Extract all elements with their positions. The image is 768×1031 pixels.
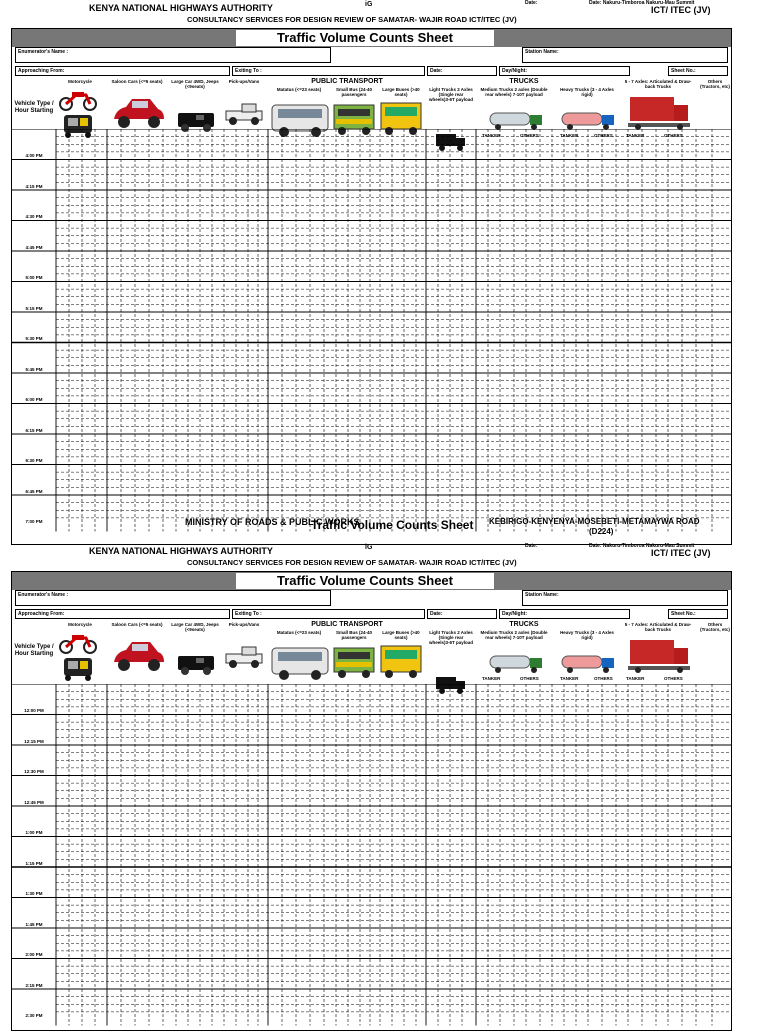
large-bus-icon: [379, 642, 423, 680]
articulated-truck-icon: [628, 636, 690, 674]
col-pickups-2: Pick-ups/Vans: [228, 622, 260, 627]
sheet-no-field[interactable]: Sheet No.:: [668, 66, 728, 76]
sheet-title-2: Traffic Volume Counts Sheet: [236, 573, 494, 589]
col-motorcycle-2: Motorcycle: [68, 622, 92, 627]
time-label: 7:00 PM: [25, 519, 43, 524]
count-grid-2: [12, 684, 731, 1026]
col-others: Others (Tractors, etc): [700, 79, 730, 89]
col-medium-trucks-2: Medium Trucks 2 axles (Double rear wheels) 7-10T payload: [480, 630, 548, 640]
jv-name-2: ICT/ ITEC (JV): [651, 548, 711, 558]
consultancy-title-2: CONSULTANCY SERVICES FOR DESIGN REVIEW OF SAMATAR- WAJIR ROAD ICT/ITEC (JV): [187, 558, 517, 567]
col-light-trucks: Light Trucks 2 Axles (Single rear wheels)3-6T payload: [428, 87, 473, 102]
exiting-to-field[interactable]: Exiting To :: [232, 66, 425, 76]
time-label: 2:15 PM: [25, 982, 43, 988]
heavy-truck-icon: [560, 109, 616, 131]
sub-tanker-heavy: TANKER: [560, 133, 579, 138]
matatu-icon: [270, 642, 330, 682]
col-others-2: Others (Tractors, etc): [700, 622, 730, 632]
sub-others-heavy-2: OTHERS: [594, 676, 613, 681]
sub-others-heavy: OTHERS: [594, 133, 613, 138]
sub-tanker-artic: TANKER: [626, 133, 645, 138]
col-matatus: Matatus (<=23 seats): [276, 87, 322, 92]
pickup-icon: [224, 101, 264, 127]
sub-tanker-heavy-2: TANKER: [560, 676, 579, 681]
col-matatus-2: Matatus (<=23 seats): [276, 630, 322, 635]
time-label: 6:30 PM: [25, 458, 43, 463]
time-label: 12:30 PM: [24, 769, 44, 774]
day-night-field-2[interactable]: Day/Night:: [499, 609, 630, 619]
time-label: 5:00 PM: [25, 275, 43, 280]
approaching-from-field-2[interactable]: Approaching From:: [15, 609, 230, 619]
sheet-frame-2: [11, 571, 732, 1031]
col-medium-trucks: Medium Trucks 2 axles (Double rear wheels) 7-10T payload: [480, 87, 548, 97]
enumerator-name-field-2[interactable]: Enumerator's Name :: [15, 590, 331, 606]
time-label: 12:45 PM: [24, 799, 44, 805]
pickup-icon: [224, 644, 264, 670]
authority-name: KENYA NATIONAL HIGHWAYS AUTHORITY: [89, 3, 273, 13]
jv-name: ICT/ ITEC (JV): [651, 5, 711, 15]
time-label: 5:45 PM: [25, 366, 43, 372]
overlay-road: KEBIRIGO-KENYENYA-MOSEBETI-METAMAYWA ROAD: [489, 517, 700, 526]
overlay-title: Traffic Volume Counts Sheet: [311, 518, 474, 532]
date-label-top: Date:: [525, 0, 538, 6]
consultant-logo-2: iG: [365, 544, 373, 551]
sheet-no-field-2[interactable]: Sheet No.:: [668, 609, 728, 619]
count-grid: [12, 129, 731, 532]
time-label: 6:45 PM: [25, 488, 43, 494]
col-heavy-trucks-2: Heavy Trucks (3 - 4 Axles rigid): [560, 630, 614, 640]
day-night-field[interactable]: Day/Night:: [499, 66, 630, 76]
sub-tanker-medium: TANKER: [482, 133, 501, 138]
saloon-car-icon: [110, 638, 166, 674]
large-car-icon: [176, 652, 216, 676]
time-label: 5:30 PM: [25, 336, 43, 341]
col-saloon-2: Saloon Cars (<=5 seats): [111, 622, 163, 627]
col-pickups: Pick-ups/Vans: [228, 79, 260, 84]
group-trucks: TRUCKS: [509, 78, 539, 85]
col-small-bus: Small Bus (24-40 passengers: [335, 87, 372, 97]
motorcycle-icon: [58, 630, 98, 654]
time-label: 12:15 PM: [24, 738, 44, 744]
col-articulated: 5 - 7 Axles: Articulated & Draw-back Trucks: [624, 79, 692, 89]
col-large-car-2: Large Car 4WD, Jeeps (<9seats): [171, 622, 219, 632]
date-field[interactable]: Date:: [427, 66, 497, 76]
consultant-logo: iG: [365, 1, 373, 8]
time-label: 1:00 PM: [25, 830, 43, 835]
col-saloon: Saloon Cars (<=5 seats): [111, 79, 163, 84]
station-name-field-2[interactable]: Station Name:: [522, 590, 728, 606]
time-label: 1:15 PM: [25, 860, 43, 866]
heavy-truck-icon: [560, 652, 616, 674]
overlay-ministry: MINISTRY OF ROADS & PUBLIC WORKS: [185, 517, 360, 527]
sub-tanker-artic-2: TANKER: [626, 676, 645, 681]
authority-name-2: KENYA NATIONAL HIGHWAYS AUTHORITY: [89, 546, 273, 556]
exiting-to-field-2[interactable]: Exiting To :: [232, 609, 425, 619]
route-note: Date: Nakuru-Timboroa Nakuru-Mau Summit: [589, 0, 695, 6]
time-label: 1:30 PM: [25, 891, 43, 896]
sub-others-artic: OTHERS: [664, 133, 683, 138]
col-light-trucks-2: Light Trucks 2 Axles (Single rear wheels)3-6T payload: [428, 630, 473, 645]
overlay-road-code: (D224): [589, 527, 614, 536]
time-label: 4:30 PM: [25, 214, 43, 219]
count-sheet-2: [11, 543, 732, 1024]
articulated-truck-icon: [628, 93, 690, 131]
time-label: 6:15 PM: [25, 427, 43, 433]
col-motorcycle: Motorcycle: [68, 79, 92, 84]
medium-truck-icon: [488, 109, 544, 131]
vehicle-type-label: Vehicle Type / Hour Starting: [14, 101, 54, 114]
title-bar: [12, 29, 731, 47]
saloon-car-icon: [110, 95, 166, 131]
group-public-transport: PUBLIC TRANSPORT: [311, 78, 383, 85]
time-label: 2:30 PM: [25, 1013, 43, 1018]
date-field-2[interactable]: Date:: [427, 609, 497, 619]
approaching-from-field[interactable]: Approaching From:: [15, 66, 230, 76]
sub-others-medium: OTHERS: [520, 133, 539, 138]
time-label: 4:00 PM: [25, 153, 43, 158]
sub-others-artic-2: OTHERS: [664, 676, 683, 681]
time-label: 6:00 PM: [25, 397, 43, 402]
date-label-top-2: Date:: [525, 543, 538, 549]
time-label: 4:45 PM: [25, 244, 43, 250]
count-sheet-1: [11, 0, 732, 545]
col-small-bus-2: Small Bus (24-40 passengers: [335, 630, 372, 640]
time-label: 1:45 PM: [25, 921, 43, 927]
time-label: 2:00 PM: [25, 952, 43, 957]
time-label: 5:15 PM: [25, 305, 43, 311]
tuktuk-icon: [60, 656, 96, 682]
vehicle-type-label-2: Vehicle Type / Hour Starting: [14, 644, 54, 657]
station-name-field[interactable]: Station Name:: [522, 47, 728, 63]
enumerator-name-field[interactable]: Enumerator's Name :: [15, 47, 331, 63]
title-bar-2: [12, 572, 731, 590]
sub-others-medium-2: OTHERS: [520, 676, 539, 681]
route-note-2: Date: Nakuru-Timboroa Nakuru-Mau Summit: [589, 543, 695, 549]
group-trucks-2: TRUCKS: [509, 621, 539, 628]
medium-truck-icon: [488, 652, 544, 674]
time-label: 4:15 PM: [25, 183, 43, 189]
sheet-title: Traffic Volume Counts Sheet: [236, 30, 494, 46]
col-articulated-2: 5 - 7 Axles: Articulated & Draw-back Trucks: [624, 622, 692, 632]
col-heavy-trucks: Heavy Trucks (3 - 4 Axles rigid): [560, 87, 614, 97]
sub-tanker-medium-2: TANKER: [482, 676, 501, 681]
sheet-frame: [11, 28, 732, 545]
group-public-transport-2: PUBLIC TRANSPORT: [311, 621, 383, 628]
col-large-buses-2: Large Buses (>40 seats): [382, 630, 420, 640]
col-large-car: Large Car 4WD, Jeeps (<9seats): [171, 79, 219, 89]
consultancy-title: CONSULTANCY SERVICES FOR DESIGN REVIEW OF SAMATAR- WAJIR ROAD ICT/ITEC (JV): [187, 15, 517, 24]
small-bus-icon: [332, 644, 376, 680]
col-large-buses: Large Buses (>40 seats): [382, 87, 420, 97]
motorcycle-icon: [58, 87, 98, 111]
time-label: 12:00 PM: [24, 708, 44, 713]
